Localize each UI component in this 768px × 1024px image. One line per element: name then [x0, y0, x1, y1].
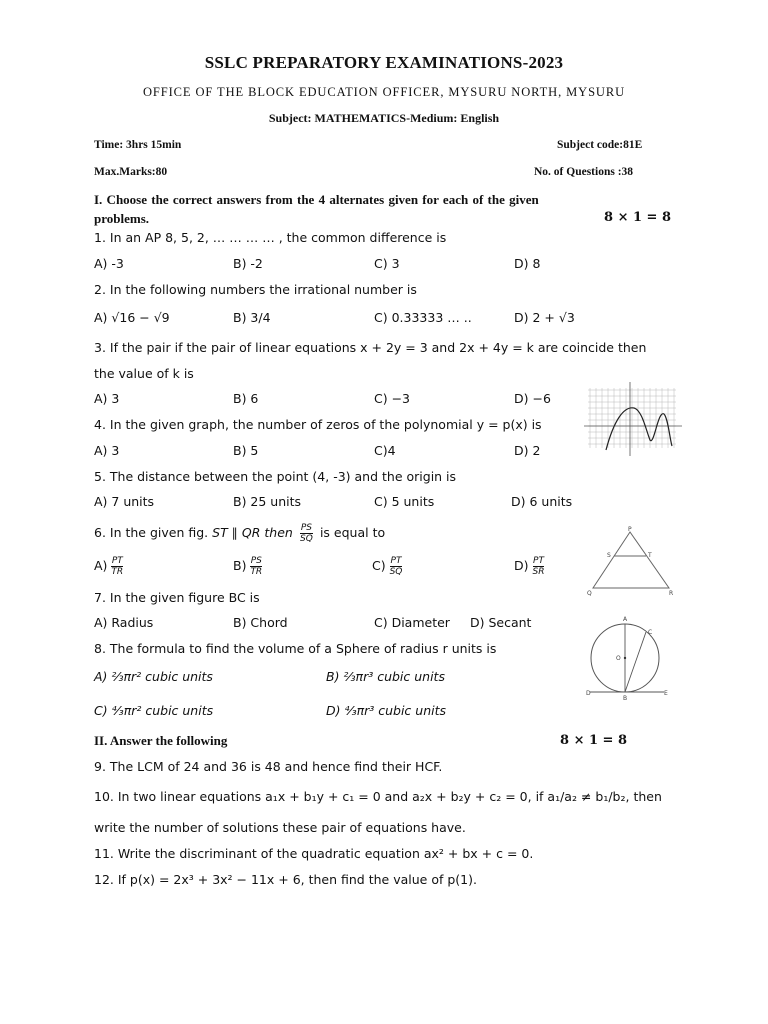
- exam-title: SSLC PREPARATORY EXAMINATIONS-2023: [204, 53, 564, 72]
- q3-option-a: A) 3: [94, 391, 120, 406]
- circle-label-c: C: [648, 629, 653, 636]
- question-5: 5. The distance between the point (4, -3) and the origin is: [94, 469, 457, 484]
- q1-option-b: B) -2: [233, 256, 263, 271]
- q7-option-d: D) Secant: [470, 615, 532, 630]
- question-10-cont: write the number of solutions these pair of equations have.: [94, 820, 466, 835]
- q7-option-b: B) Chord: [233, 615, 288, 630]
- question-2: 2. In the following numbers the irrational number is: [94, 282, 417, 297]
- q2-option-d: D) 2 + √3: [514, 310, 575, 325]
- triangle-label-t: T: [648, 552, 652, 559]
- q1-option-a: A) -3: [94, 256, 124, 271]
- q6-option-c: [372, 556, 402, 577]
- q6-text-pre: 6. In the given fig.: [94, 525, 209, 540]
- circle-label-e: E: [664, 690, 668, 697]
- q6-d-fraction: [533, 556, 545, 577]
- q6-c-label: C): [372, 558, 386, 573]
- q2-option-a: A) √16 − √9: [94, 310, 170, 325]
- q7-option-a: A) Radius: [94, 615, 154, 630]
- q6-a-den: TR: [111, 567, 124, 577]
- triangle-label-q: Q: [587, 590, 592, 597]
- triangle-label-r: R: [669, 590, 674, 597]
- q3-option-d: D) −6: [514, 391, 551, 406]
- q4-option-c: C)4: [374, 443, 396, 458]
- section2-marks: 8 × 1 = 8: [560, 733, 628, 748]
- circle-label-d: D: [586, 690, 591, 697]
- q6-option-d: [514, 556, 544, 577]
- q6-a-fraction: [111, 556, 123, 577]
- question-6: [94, 523, 385, 544]
- q5-option-d: D) 6 units: [511, 494, 573, 509]
- q6-b-fraction: [250, 556, 262, 577]
- q8-option-b: B) ⅔πr³ cubic units: [326, 669, 445, 684]
- triangle-label-p: P: [628, 526, 632, 533]
- q6-frac-num: PS: [300, 523, 312, 533]
- q6-option-a: [94, 556, 123, 577]
- q6-option-b: [233, 556, 262, 577]
- question-9: 9. The LCM of 24 and 36 is 48 and hence find their HCF.: [94, 759, 443, 774]
- q3-option-c: C) −3: [374, 391, 411, 406]
- q6-d-num: PT: [533, 556, 544, 566]
- q6-b-num: PS: [250, 556, 262, 566]
- q5-option-c: C) 5 units: [374, 494, 435, 509]
- question-8: 8. The formula to find the volume of a Sphere of radius r units is: [94, 641, 497, 656]
- question-11: 11. Write the discriminant of the quadratic equation ax² + bx + c = 0.: [94, 846, 534, 861]
- q6-text-post: is equal to: [319, 525, 386, 540]
- q6-a-num: PT: [111, 556, 123, 566]
- circle-figure: [584, 612, 670, 702]
- q6-fraction: [300, 523, 313, 544]
- q6-b-label: B): [233, 558, 247, 573]
- circle-label-o: O: [616, 655, 621, 662]
- question-1: 1. In an AP 8, 5, 2, … … … … , the common difference is: [94, 230, 447, 245]
- triangle-figure: [585, 524, 675, 598]
- q6-d-label: D): [514, 558, 529, 573]
- q8-option-a: A) ⅔πr² cubic units: [94, 669, 213, 684]
- q6-text-rel: ST ∥ QR then: [212, 525, 293, 540]
- question-3-cont: the value of k is: [94, 366, 194, 381]
- q6-c-num: PT: [390, 556, 402, 566]
- q3-option-b: B) 6: [233, 391, 259, 406]
- q6-frac-den: SQ: [300, 534, 313, 544]
- q1-option-d: D) 8: [514, 256, 541, 271]
- question-4: 4. In the given graph, the number of zeros of the polynomial y = p(x) is: [94, 417, 542, 432]
- q8-option-c: C) ⁴⁄₃πr² cubic units: [94, 703, 214, 718]
- q6-c-den: SQ: [389, 567, 403, 577]
- max-marks: Max.Marks:80: [94, 166, 168, 178]
- question-10: 10. In two linear equations a₁x + b₁y + c₁ = 0 and a₂x + b₂y + c₂ = 0, if a₁/a₂ ≠ b₁/b₂, then: [94, 789, 662, 804]
- circle-label-a: A: [623, 616, 628, 623]
- q2-option-b: B) 3/4: [233, 310, 271, 325]
- q4-option-a: A) 3: [94, 443, 120, 458]
- q8-option-d: D) ⁴⁄₃πr³ cubic units: [326, 703, 447, 718]
- office-line: OFFICE OF THE BLOCK EDUCATION OFFICER, MYSURU NORTH, MYSURU: [142, 85, 626, 99]
- q4-option-b: B) 5: [233, 443, 259, 458]
- triangle-label-s: S: [607, 552, 611, 559]
- subject-code: Subject code:81E: [557, 139, 643, 151]
- q4-option-d: D) 2: [514, 443, 541, 458]
- section1-instruction: I. Choose the correct answers from the 4 alternates given for each of the given: [94, 192, 539, 207]
- question-7: 7. In the given figure BC is: [94, 590, 260, 605]
- question-3: 3. If the pair if the pair of linear equations x + 2y = 3 and 2x + 4y = k are coincide then: [94, 340, 647, 355]
- section2-heading: II. Answer the following: [94, 733, 228, 748]
- q6-c-fraction: [390, 556, 403, 577]
- polynomial-graph-figure: [584, 380, 684, 458]
- q2-option-c: C) 0.33333 … ..: [374, 310, 472, 325]
- section1-marks: 8 × 1 = 8: [604, 210, 672, 225]
- question-count: No. of Questions :38: [534, 166, 634, 178]
- q7-option-c: C) Diameter: [374, 615, 450, 630]
- q5-option-b: B) 25 units: [233, 494, 302, 509]
- q1-option-c: C) 3: [374, 256, 400, 271]
- section1-instruction-cont: problems.: [94, 211, 150, 226]
- time-label: Time: 3hrs 15min: [94, 139, 182, 151]
- q6-a-label: A): [94, 558, 108, 573]
- question-12: 12. If p(x) = 2x³ + 3x² − 11x + 6, then find the value of p(1).: [94, 872, 477, 887]
- q5-option-a: A) 7 units: [94, 494, 155, 509]
- circle-label-b: B: [623, 695, 628, 702]
- q6-d-den: SR: [532, 567, 545, 577]
- subject-line: Subject: MATHEMATICS-Medium: English: [268, 111, 500, 125]
- q6-b-den: TR: [250, 567, 263, 577]
